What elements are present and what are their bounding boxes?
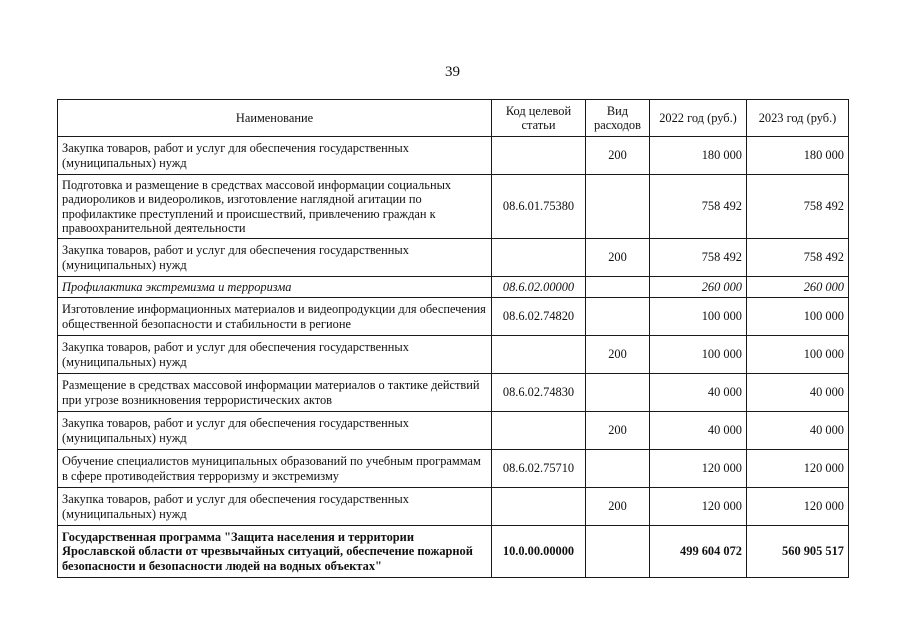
row-year-2022: 100 000 [650, 336, 747, 374]
row-kind [586, 450, 650, 488]
row-kind [586, 526, 650, 578]
row-year-2023: 180 000 [747, 137, 849, 175]
row-code [492, 239, 586, 277]
header-kind: Вид расходов [586, 100, 650, 137]
row-year-2023: 100 000 [747, 336, 849, 374]
row-kind: 200 [586, 488, 650, 526]
table-header-row [58, 100, 849, 137]
row-year-2022: 758 492 [650, 239, 747, 277]
table-row [58, 137, 849, 175]
table-row-program-total [58, 526, 849, 578]
row-code: 08.6.02.75710 [492, 450, 586, 488]
row-name: Профилактика экстремизма и терроризма [58, 277, 492, 298]
row-name: Закупка товаров, работ и услуг для обеспечения государственных (муниципальных) нужд [58, 239, 492, 277]
row-kind [586, 298, 650, 336]
row-year-2023: 260 000 [747, 277, 849, 298]
row-year-2023: 560 905 517 [747, 526, 849, 578]
row-year-2023: 758 492 [747, 239, 849, 277]
row-year-2022: 120 000 [650, 488, 747, 526]
row-year-2023: 100 000 [747, 298, 849, 336]
row-code: 08.6.02.74830 [492, 374, 586, 412]
row-kind: 200 [586, 239, 650, 277]
row-code [492, 488, 586, 526]
table-row [58, 175, 849, 239]
row-year-2022: 120 000 [650, 450, 747, 488]
row-year-2022: 180 000 [650, 137, 747, 175]
row-year-2022: 40 000 [650, 412, 747, 450]
budget-table [57, 99, 849, 578]
table-row [58, 450, 849, 488]
row-kind: 200 [586, 137, 650, 175]
table-row-subprogram [58, 277, 849, 298]
row-code: 08.6.02.74820 [492, 298, 586, 336]
row-year-2023: 40 000 [747, 374, 849, 412]
row-name: Подготовка и размещение в средствах массовой информации социальных радиороликов и видеороликов, изготовление наглядной агитации по профилактике преступлений и происшествий, привлечению граждан к правоохранительной деятельности [58, 175, 492, 239]
header-name: Наименование [58, 100, 492, 137]
table-row [58, 239, 849, 277]
row-name: Государственная программа "Защита населения и территории Ярославской области от чрезвычайных ситуаций, обеспечение пожарной безопасности и безопасности людей на водных объектах" [58, 526, 492, 578]
row-name: Закупка товаров, работ и услуг для обеспечения государственных (муниципальных) нужд [58, 488, 492, 526]
table-row [58, 298, 849, 336]
row-kind [586, 374, 650, 412]
page-number: 39 [445, 64, 460, 80]
header-year-2023: 2023 год (руб.) [747, 100, 849, 137]
row-name: Изготовление информационных материалов и видеопродукции для обеспечения общественной безопасности и стабильности в регионе [58, 298, 492, 336]
row-code: 08.6.01.75380 [492, 175, 586, 239]
row-code [492, 137, 586, 175]
row-year-2023: 40 000 [747, 412, 849, 450]
row-name: Закупка товаров, работ и услуг для обеспечения государственных (муниципальных) нужд [58, 412, 492, 450]
header-code: Код целевой статьи [492, 100, 586, 137]
header-year-2022: 2022 год (руб.) [650, 100, 747, 137]
row-year-2023: 120 000 [747, 450, 849, 488]
row-name: Размещение в средствах массовой информации материалов о тактике действий при угрозе возникновения террористических актов [58, 374, 492, 412]
row-year-2022: 40 000 [650, 374, 747, 412]
row-name: Закупка товаров, работ и услуг для обеспечения государственных (муниципальных) нужд [58, 137, 492, 175]
row-year-2023: 120 000 [747, 488, 849, 526]
row-code [492, 336, 586, 374]
table-row [58, 336, 849, 374]
row-year-2023: 758 492 [747, 175, 849, 239]
row-year-2022: 100 000 [650, 298, 747, 336]
row-code [492, 412, 586, 450]
row-code: 08.6.02.00000 [492, 277, 586, 298]
row-name: Закупка товаров, работ и услуг для обеспечения государственных (муниципальных) нужд [58, 336, 492, 374]
row-kind [586, 277, 650, 298]
table-row [58, 488, 849, 526]
row-year-2022: 260 000 [650, 277, 747, 298]
row-kind: 200 [586, 336, 650, 374]
row-name: Обучение специалистов муниципальных образований по учебным программам в сфере противодействия терроризму и экстремизму [58, 450, 492, 488]
row-year-2022: 758 492 [650, 175, 747, 239]
row-code: 10.0.00.00000 [492, 526, 586, 578]
table-row [58, 412, 849, 450]
row-year-2022: 499 604 072 [650, 526, 747, 578]
table-row [58, 374, 849, 412]
row-kind: 200 [586, 412, 650, 450]
row-kind [586, 175, 650, 239]
